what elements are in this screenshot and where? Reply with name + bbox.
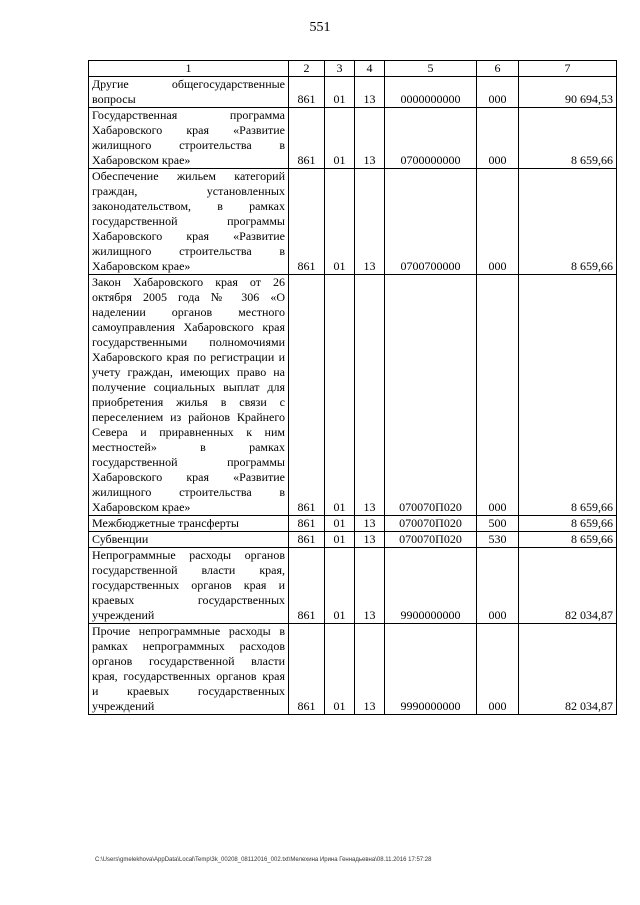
- row-target-article: 070070П020: [385, 516, 477, 532]
- row-amount: 82 034,87: [519, 548, 617, 624]
- table-row: [89, 532, 617, 548]
- row-admin-code: 861: [289, 532, 325, 548]
- header-col-4: 4: [355, 61, 385, 77]
- row-admin-code: 861: [289, 77, 325, 108]
- row-expense-type: 000: [477, 548, 519, 624]
- row-section: 01: [325, 275, 355, 516]
- row-admin-code: 861: [289, 548, 325, 624]
- row-amount: 8 659,66: [519, 532, 617, 548]
- row-expense-type: 000: [477, 169, 519, 275]
- row-amount: 82 034,87: [519, 624, 617, 715]
- table-header-row: [89, 61, 617, 77]
- row-name: Государственная программа Хабаровского края «Развитие жилищного строительства в Хабаровском крае»: [92, 108, 285, 167]
- table-row: [89, 624, 617, 715]
- row-admin-code: 861: [289, 624, 325, 715]
- table-row: [89, 77, 617, 108]
- row-target-article: 070070П020: [385, 532, 477, 548]
- row-admin-code: 861: [289, 516, 325, 532]
- row-expense-type: 000: [477, 77, 519, 108]
- row-expense-type: 000: [477, 108, 519, 169]
- row-section: 01: [325, 169, 355, 275]
- table-row: [89, 548, 617, 624]
- table-row: [89, 275, 617, 516]
- row-admin-code: 861: [289, 169, 325, 275]
- row-name: Субвенции: [92, 532, 149, 546]
- row-name-cell: [89, 275, 289, 516]
- table-row: [89, 516, 617, 532]
- row-name-cell: [89, 548, 289, 624]
- row-name: Обеспечение жильем категорий граждан, установленных законодательством, в рамках государственной программы Хабаровского края «Развитие жилищного строительства в Хабаровском крае»: [92, 169, 285, 273]
- header-col-6: 6: [477, 61, 519, 77]
- row-name: Непрограммные расходы органов государственной власти края, государственных органов края и краевых государственных учреждений: [92, 548, 285, 622]
- row-amount: 8 659,66: [519, 108, 617, 169]
- header-col-3: 3: [325, 61, 355, 77]
- row-expense-type: 000: [477, 275, 519, 516]
- row-subsection: 13: [355, 532, 385, 548]
- row-name-cell: [89, 532, 289, 548]
- row-amount: 8 659,66: [519, 275, 617, 516]
- row-name: Межбюджетные трансферты: [92, 516, 239, 530]
- row-target-article: 9990000000: [385, 624, 477, 715]
- row-target-article: 0700000000: [385, 108, 477, 169]
- row-subsection: 13: [355, 108, 385, 169]
- row-name-cell: [89, 624, 289, 715]
- row-target-article: 9900000000: [385, 548, 477, 624]
- row-section: 01: [325, 624, 355, 715]
- row-name: Другие общегосударственные вопросы: [92, 77, 285, 106]
- row-name: Закон Хабаровского края от 26 октября 2005 года № 306 «О наделении органов местного самоуправления Хабаровского края государственными полномочиями Хабаровского края по регистрации и учету граждан, имеющих право на получение социальных выплат для приобретения жилья в связи с переселением из районов Крайнего Севера и приравненных к ним местностей» в рамках государственной программы Хабаровского края «Развитие жилищного строительства в Хабаровском крае»: [92, 275, 285, 514]
- row-section: 01: [325, 548, 355, 624]
- table-row: [89, 108, 617, 169]
- row-subsection: 13: [355, 77, 385, 108]
- footer-file-path: C:\Users\gmelekhova\AppData\Local\Temp\3k_00208_08112016_002.txt\Мелехина Ирина Геннадьевна\08.11.2016 17:57:28: [95, 857, 432, 863]
- row-target-article: 0700700000: [385, 169, 477, 275]
- header-col-5: 5: [385, 61, 477, 77]
- row-subsection: 13: [355, 624, 385, 715]
- row-name-cell: [89, 77, 289, 108]
- row-admin-code: 861: [289, 275, 325, 516]
- row-name-cell: [89, 516, 289, 532]
- row-amount: 8 659,66: [519, 516, 617, 532]
- row-subsection: 13: [355, 548, 385, 624]
- row-name-cell: [89, 169, 289, 275]
- page-number: 551: [309, 20, 331, 35]
- header-col-2: 2: [289, 61, 325, 77]
- row-target-article: 070070П020: [385, 275, 477, 516]
- row-subsection: 13: [355, 516, 385, 532]
- header-col-1: 1: [89, 61, 289, 77]
- row-expense-type: 500: [477, 516, 519, 532]
- row-expense-type: 530: [477, 532, 519, 548]
- row-amount: 8 659,66: [519, 169, 617, 275]
- row-section: 01: [325, 108, 355, 169]
- row-name: Прочие непрограммные расходы в рамках непрограммных расходов органов государственной власти края, государственных органов края и краевых государственных учреждений: [92, 624, 285, 713]
- row-section: 01: [325, 516, 355, 532]
- budget-table: [88, 60, 617, 715]
- row-name-cell: [89, 108, 289, 169]
- row-target-article: 0000000000: [385, 77, 477, 108]
- row-expense-type: 000: [477, 624, 519, 715]
- row-subsection: 13: [355, 275, 385, 516]
- row-amount: 90 694,53: [519, 77, 617, 108]
- row-admin-code: 861: [289, 108, 325, 169]
- header-col-7: 7: [519, 61, 617, 77]
- table-row: [89, 169, 617, 275]
- row-subsection: 13: [355, 169, 385, 275]
- row-section: 01: [325, 77, 355, 108]
- row-section: 01: [325, 532, 355, 548]
